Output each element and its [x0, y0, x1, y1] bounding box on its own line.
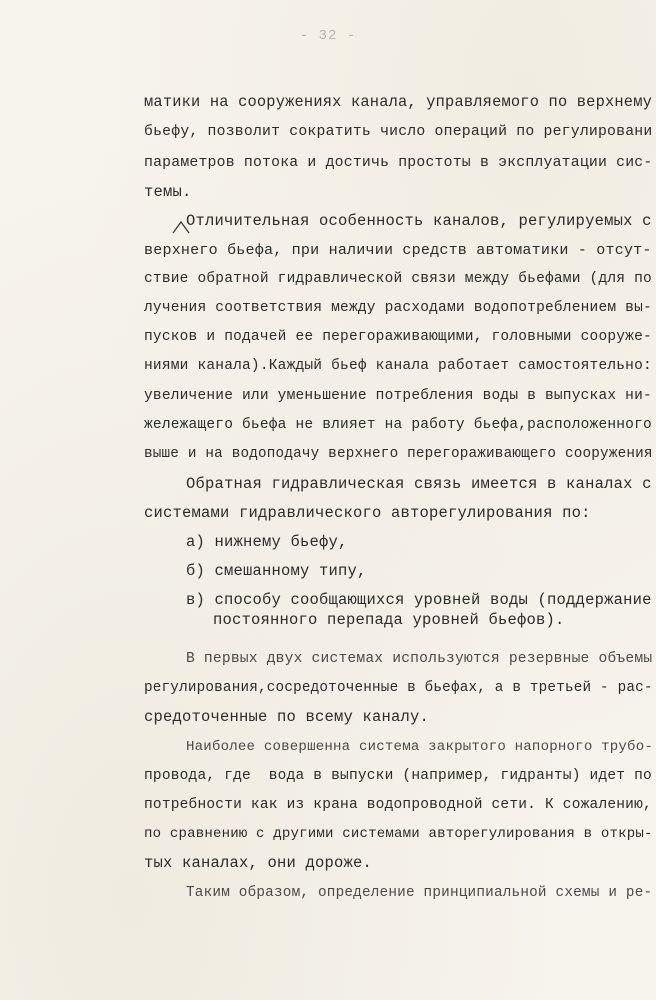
text-line-8: лучения соответствия между расходами водопотреблением вы-	[144, 300, 652, 316]
text-line-22: средоточенные по всему каналу.	[144, 708, 430, 726]
list-item-c: в) способу сообщающихся уровней воды (поддержание	[186, 591, 652, 609]
text-line-11: увеличение или уменьшение потребления воды в выпусках ни-	[144, 388, 652, 404]
text-line-7: ствие обратной гидравлической связи между бьефами (для по	[144, 271, 652, 287]
text-line-15: системами гидравлического авторегулирования по:	[144, 504, 591, 522]
text-line-4: темы.	[144, 183, 192, 201]
list-item-a: а) нижнему бьефу,	[186, 533, 348, 551]
text-line-25: потребности как из крана водопроводной сети. К сожалению,	[144, 797, 652, 813]
text-line-13: выше и на водоподачу верхнего перегораживающего сооружения	[144, 446, 653, 462]
text-line-23: Наиболее совершенна система закрытого напорного трубо-	[186, 739, 654, 755]
text-line-20: В первых двух системах используются резервные объемы	[186, 651, 653, 667]
text-line-10: ниями канала).Каждый бьеф канала работает самостоятельно:	[144, 358, 652, 374]
text-line-9: пусков и подачей ее перегораживающими, головными сооруже-	[144, 329, 652, 345]
text-line-21: регулирования,сосредоточенные в бьефах, а в третьей - рас-	[144, 680, 653, 696]
text-line-12: жележащего бьефа не влияет на работу бьефа,расположенного	[144, 417, 652, 433]
text-line-6: верхнего бьефа, при наличии средств автоматики - отсут-	[144, 241, 652, 259]
text-line-28: Таким образом, определение принципиальной схемы и ре-	[186, 885, 653, 901]
text-line-24: провода, где вода в выпуски (например, гидранты) идет по	[144, 768, 652, 784]
text-line-1: матики на сооружениях канала, управляемого по верхнему	[144, 93, 653, 111]
text-line-3: параметров потока и достичь простоты в эксплуатации сис-	[144, 155, 653, 171]
text-line-14: Обратная гидравлическая связь имеется в каналах с	[186, 475, 652, 493]
text-line-27: тых каналах, они дороже.	[144, 854, 373, 872]
page-number: - 32 -	[299, 28, 357, 44]
text-line-5: Отличительная особенность каналов, регулируемых с	[186, 212, 652, 230]
text-line-26: по сравнению с другими системами авторегулирования в откры-	[144, 826, 653, 842]
list-item-c-continued: постоянного перепада уровней бьефов).	[213, 611, 565, 629]
text-line-2: бьефу, позволит сократить число операций по регулировани	[144, 124, 653, 140]
list-item-b: б) смешанному типу,	[186, 562, 367, 580]
